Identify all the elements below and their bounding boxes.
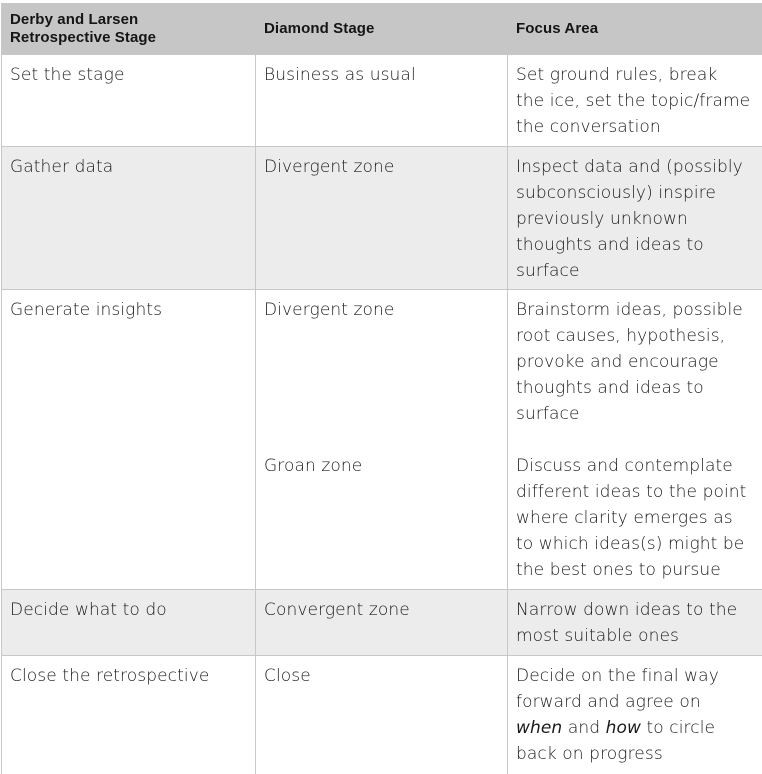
focus-line: the best ones to pursue [516, 560, 721, 580]
header-focus-area: Focus Area [516, 19, 599, 37]
table-header-row [2, 3, 762, 55]
diamond-cell: Business as usual [256, 55, 508, 146]
stage-cell: Decide what to do [2, 590, 256, 655]
focus-emphasis-how: how [605, 718, 641, 738]
focus-line: thoughts and ideas to [516, 235, 704, 255]
focus-line: surface [516, 404, 580, 424]
focus-line: Brainstorm ideas, possible [516, 300, 743, 320]
focus-line: surface [516, 261, 580, 281]
focus-line: Discuss and contemplate [516, 456, 733, 476]
stage-cell: Gather data [2, 147, 256, 289]
focus-line: different ideas to the point [516, 482, 747, 502]
focus-cell [508, 147, 762, 289]
focus-line: where clarity emerges as [516, 508, 733, 528]
table-row [2, 147, 762, 290]
focus-emphasis-when: when [516, 718, 563, 738]
focus-line: to which ideas(s) might be [516, 534, 745, 554]
focus-line: previously unknown [516, 209, 688, 229]
table-row [2, 590, 762, 656]
focus-line: subconsciously) inspire [516, 183, 716, 203]
header-diamond-stage: Diamond Stage [264, 19, 375, 37]
focus-line: Inspect data and (possibly [516, 157, 743, 177]
retrospective-stages-table [1, 3, 762, 774]
diamond-cell: Convergent zone [256, 590, 508, 655]
stage-cell: Close the retrospective [2, 656, 256, 774]
focus-line: the conversation [516, 117, 661, 137]
focus-line: Set ground rules, break [516, 65, 718, 85]
focus-line: root causes, hypothesis, [516, 326, 726, 346]
diamond-line: Divergent zone [264, 300, 395, 320]
header-col1-line2: Retrospective Stage [10, 28, 157, 46]
focus-cell [508, 656, 762, 774]
focus-cell [508, 290, 762, 589]
stage-cell: Set the stage [2, 55, 256, 146]
focus-line: thoughts and ideas to [516, 378, 704, 398]
header-retrospective-stage [2, 11, 256, 47]
diamond-cell: Close [256, 656, 508, 774]
focus-cell [508, 590, 762, 655]
focus-line: Narrow down ideas to the [516, 600, 738, 620]
header-col1-line1: Derby and Larsen [10, 10, 139, 28]
focus-line: the ice, set the topic/frame [516, 91, 751, 111]
focus-text: to circle [641, 718, 716, 738]
table-row [2, 290, 762, 590]
diamond-line: Groan zone [264, 456, 363, 476]
diamond-cell [256, 290, 508, 589]
focus-cell [508, 55, 762, 146]
focus-line [516, 715, 754, 741]
focus-line: provoke and encourage [516, 352, 719, 372]
table-row [2, 55, 762, 147]
focus-line: forward and agree on [516, 692, 701, 712]
focus-line: Decide on the final way [516, 666, 719, 686]
table-row [2, 656, 762, 774]
diamond-cell: Divergent zone [256, 147, 508, 289]
focus-line: back on progress [516, 744, 663, 764]
focus-line: most suitable ones [516, 626, 679, 646]
focus-text: and [562, 718, 606, 738]
stage-cell: Generate insights [2, 290, 256, 589]
